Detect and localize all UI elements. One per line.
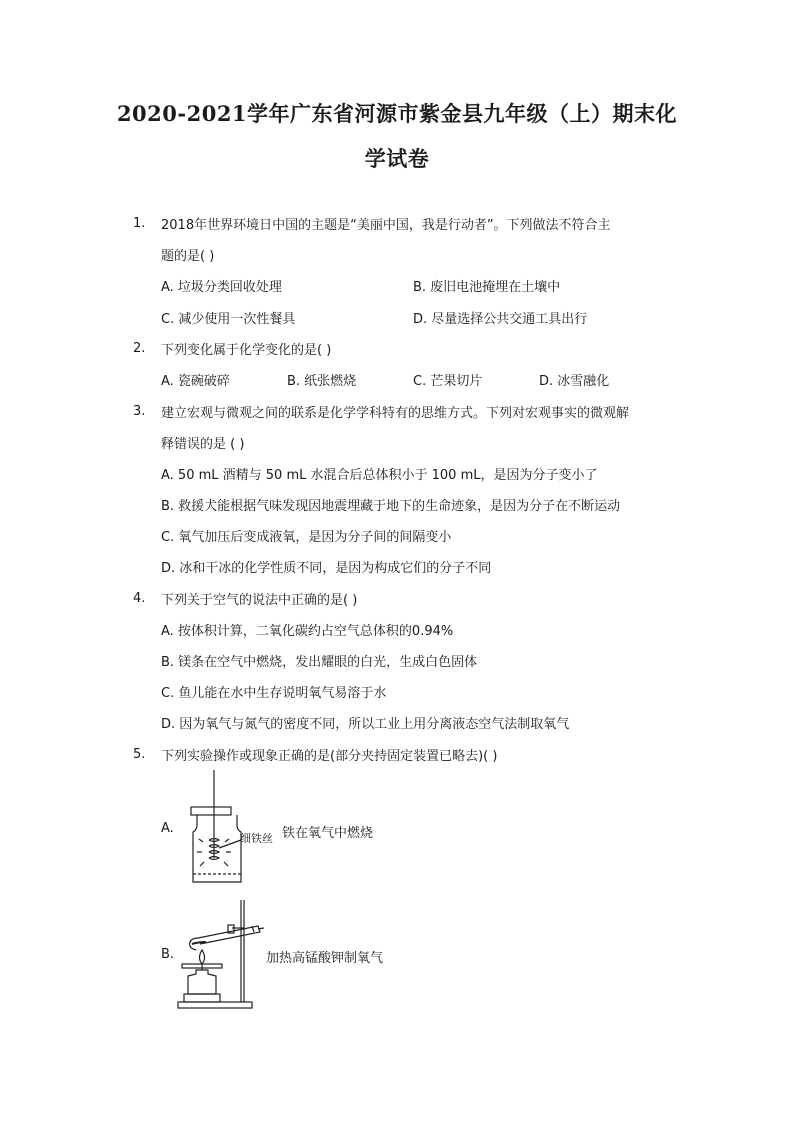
option-a: A. 50 mL 酒精与 50 mL 水混合后总体积小于 100 mL，是因为分子变小了 — [161, 468, 598, 483]
question-number: 2. — [133, 341, 146, 356]
question-number: 4. — [133, 591, 146, 606]
option-d: D. 尽量选择公共交通工具出行 — [413, 312, 588, 327]
option-c: C. 氧气加压后变成液氧，是因为分子间的间隔变小 — [161, 530, 452, 545]
question-text: 下列变化属于化学变化的是( ) — [161, 343, 332, 358]
option-d: D. 因为氧气与氮气的密度不同，所以工业上用分离液态空气法制取氧气 — [161, 717, 570, 732]
figure-b-caption: 加热高锰酸钾制氧气 — [266, 951, 384, 966]
option-b: B. 废旧电池掩埋在土壤中 — [413, 280, 561, 295]
option-c: C. 减少使用一次性餐具 — [161, 312, 296, 327]
page-title: 2020-2021学年广东省河源市紫金县九年级（上）期末化 — [116, 101, 678, 126]
iron-wire-label: 细铁丝 — [240, 832, 273, 845]
option-c: C. 鱼儿能在水中生存说明氧气易溶于水 — [161, 686, 387, 701]
option-a: A. 垃圾分类回收处理 — [161, 280, 282, 295]
option-b: B. 救援犬能根据气味发现因地震埋藏于地下的生命迹象，是因为分子在不断运动 — [161, 499, 621, 514]
page-title-continued: 学试卷 — [364, 146, 430, 171]
question-text: 2018年世界环境日中国的主题是“美丽中国，我是行动者”。下列做法不符合主 — [161, 218, 611, 233]
option-c: C. 芒果切片 — [413, 374, 483, 389]
figure-a-caption: 铁在氧气中燃烧 — [282, 826, 374, 841]
question-number: 1. — [133, 216, 146, 231]
option-d: D. 冰雪融化 — [539, 374, 610, 389]
question-text: 题的是( ) — [161, 249, 215, 264]
heating-apparatus-figure — [174, 898, 264, 1010]
option-d: D. 冰和干冰的化学性质不同，是因为构成它们的分子不同 — [161, 561, 492, 576]
option-b: B. 纸张燃烧 — [287, 374, 357, 389]
question-text: 下列关于空气的说法中正确的是( ) — [161, 593, 358, 608]
iron-burning-figure — [183, 770, 263, 888]
option-b: B. 镁条在空气中燃烧，发出耀眼的白光，生成白色固体 — [161, 655, 478, 670]
question-text: 下列实验操作或现象正确的是(部分夹持固定装置已略去)( ) — [161, 749, 498, 764]
option-a: A. 瓷碗破碎 — [161, 374, 230, 389]
question-text: 建立宏观与微观之间的联系是化学学科特有的思维方式。下列对宏观事实的微观解 — [161, 406, 630, 421]
question-number: 5. — [133, 747, 146, 762]
question-text: 释错误的是 ( ) — [161, 437, 245, 452]
option-a: A. 按体积计算，二氧化碳约占空气总体积的0.94% — [161, 624, 454, 639]
question-number: 3. — [133, 404, 146, 419]
option-a: A. — [161, 821, 174, 836]
option-b: B. — [161, 947, 175, 962]
